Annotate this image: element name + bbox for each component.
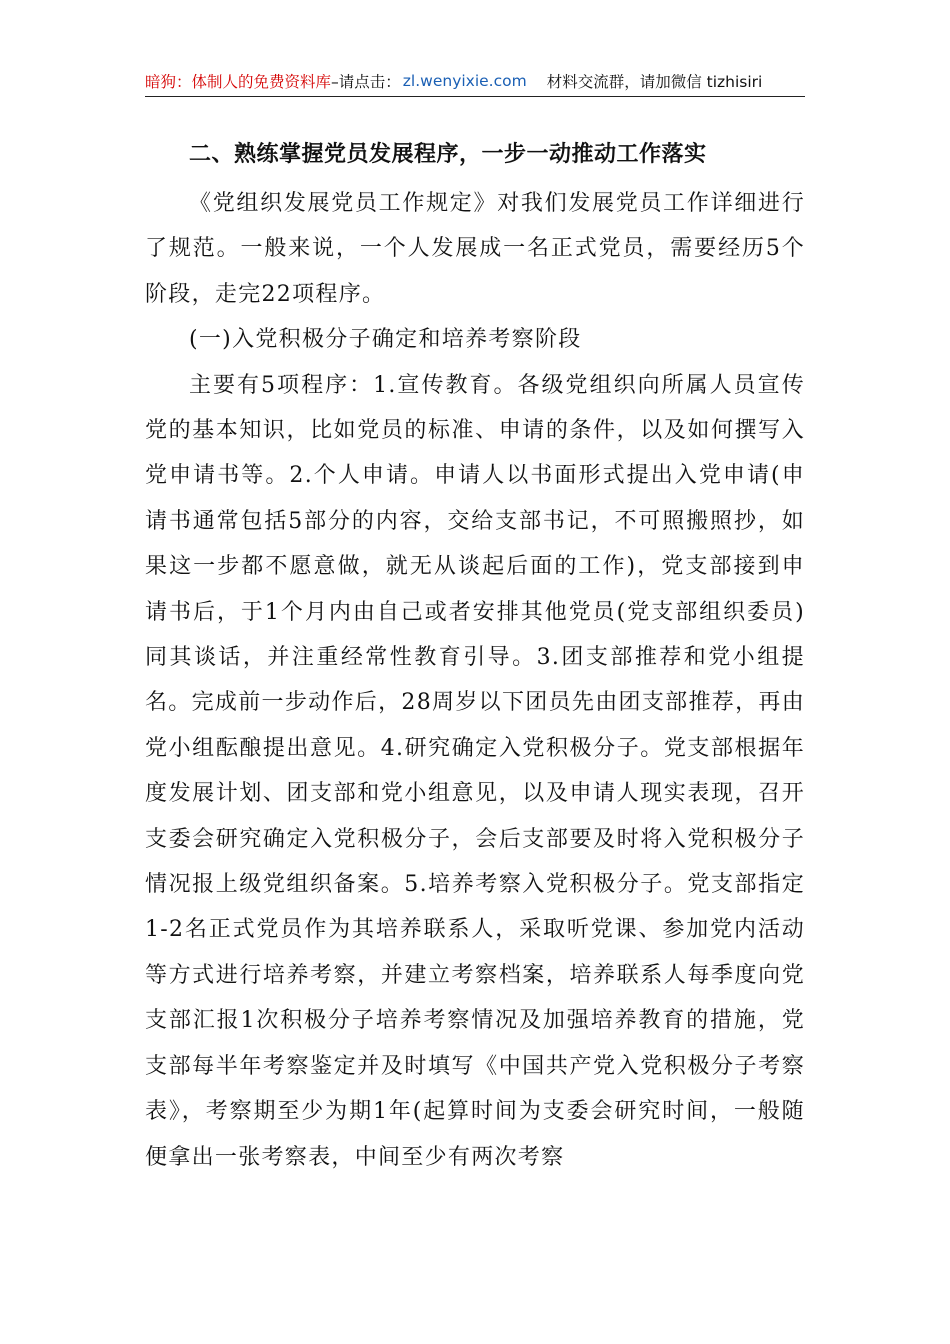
document-header — [145, 66, 805, 97]
subsection-title: (一)入党积极分子确定和培养考察阶段 — [189, 327, 582, 353]
header-url-link[interactable]: zl.wenyixie.com — [402, 72, 527, 90]
header-group-text: 材料交流群，请加微信 tizhisiri — [546, 73, 763, 91]
header-click-prompt: –请点击： — [331, 73, 401, 91]
document-body — [145, 135, 805, 1180]
body-paragraph: 主要有5项程序：1.宣传教育。各级党组织向所属人员宣传党的基本知识，比如党员的标准、申请的条件，以及如何撰写入党申请书等。2.个人申请。申请人以书面形式提出入党申请(申请书通常包括5部分的内容，交给支部书记，不可照搬照抄，如果这一步都不愿意做，就无从谈起后面的工作)，党支部接到申请书后，于1个月内由自己或者安排其他党员(党支部组织委员)同其谈话，并注重经常性教育引导。3.团支部推荐和党小组提名。完成前一步动作后，28周岁以下团员先由团支部推荐，再由党小组酝酿提出意见。4.研究确定入党积极分子。党支部根据年度发展计划、团支部和党小组意见，以及申请人现实表现，召开支委会研究确定入党积极分子，会后支部要及时将入党积极分子情况报上级党组织备案。5.培养考察入党积极分子。党支部指定1-2名正式党员作为其培养联系人，采取听党课、参加党内活动等方式进行培养考察，并建立考察档案，培养联系人每季度向党支部汇报1次积极分子培养考察情况及加强培养教育的措施，党支部每半年考察鉴定并及时填写《中国共产党入党积极分子考察表》，考察期至少为期1年(起算时间为支委会研究时间，一般随便拿出一张考察表，中间至少有两次考察 — [145, 372, 805, 1170]
header-brand: 暗狗：体制人的免费资料库 — [145, 73, 332, 91]
section-title: 二、熟练掌握党员发展程序，一步一动推动工作落实 — [189, 142, 707, 167]
intro-paragraph: 《党组织发展党员工作规定》对我们发展党员工作详细进行了规范。一般来说，一个人发展成一名正式党员，需要经历5个阶段，走完22项程序。 — [145, 191, 805, 307]
